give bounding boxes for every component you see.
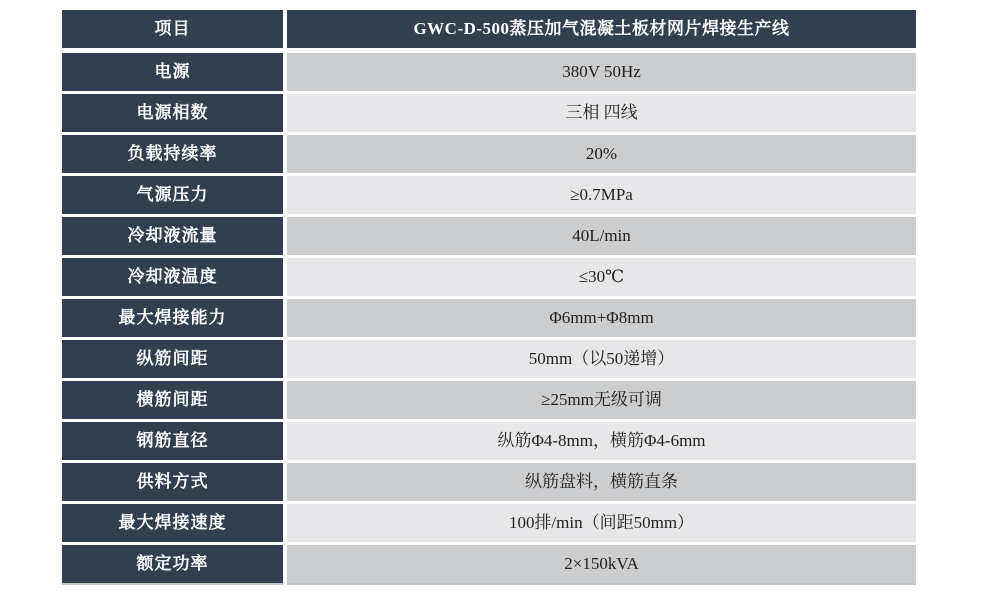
table-row xyxy=(62,340,916,378)
table-row xyxy=(62,504,916,542)
row-label: 电源相数 xyxy=(62,94,283,132)
row-label: 最大焊接能力 xyxy=(62,299,283,337)
row-value: 纵筋Φ4-8mm，横筋Φ4-6mm xyxy=(287,422,916,460)
row-label: 冷却液流量 xyxy=(62,217,283,255)
row-value: 40L/min xyxy=(287,217,916,255)
row-value: 20% xyxy=(287,135,916,173)
spec-table-body xyxy=(62,53,916,585)
header-row xyxy=(62,10,916,50)
row-label: 冷却液温度 xyxy=(62,258,283,296)
table-row xyxy=(62,545,916,585)
row-label: 钢筋直径 xyxy=(62,422,283,460)
table-row xyxy=(62,176,916,214)
row-label: 供料方式 xyxy=(62,463,283,501)
table-row xyxy=(62,94,916,132)
table-row xyxy=(62,381,916,419)
table-row xyxy=(62,53,916,91)
row-value: 100排/min（间距50mm） xyxy=(287,504,916,542)
row-label: 额定功率 xyxy=(62,545,283,585)
row-value: 380V 50Hz xyxy=(287,53,916,91)
row-label: 纵筋间距 xyxy=(62,340,283,378)
row-label: 最大焊接速度 xyxy=(62,504,283,542)
row-label: 气源压力 xyxy=(62,176,283,214)
row-label: 横筋间距 xyxy=(62,381,283,419)
row-value: Φ6mm+Φ8mm xyxy=(287,299,916,337)
table-row xyxy=(62,135,916,173)
table-row xyxy=(62,258,916,296)
header-label-cell: 项目 xyxy=(62,10,283,50)
table-row xyxy=(62,463,916,501)
row-value: 50mm（以50递增） xyxy=(287,340,916,378)
header-title-cell: GWC-D-500蒸压加气混凝土板材网片焊接生产线 xyxy=(287,10,916,50)
table-row xyxy=(62,299,916,337)
row-label: 负载持续率 xyxy=(62,135,283,173)
spec-table xyxy=(58,7,920,588)
row-value: 三相 四线 xyxy=(287,94,916,132)
row-value: ≤30℃ xyxy=(287,258,916,296)
row-value: 纵筋盘料，横筋直条 xyxy=(287,463,916,501)
table-row xyxy=(62,217,916,255)
spec-table-header xyxy=(62,10,916,50)
row-value: ≥0.7MPa xyxy=(287,176,916,214)
row-value: ≥25mm无级可调 xyxy=(287,381,916,419)
table-row xyxy=(62,422,916,460)
row-label: 电源 xyxy=(62,53,283,91)
row-value: 2×150kVA xyxy=(287,545,916,585)
